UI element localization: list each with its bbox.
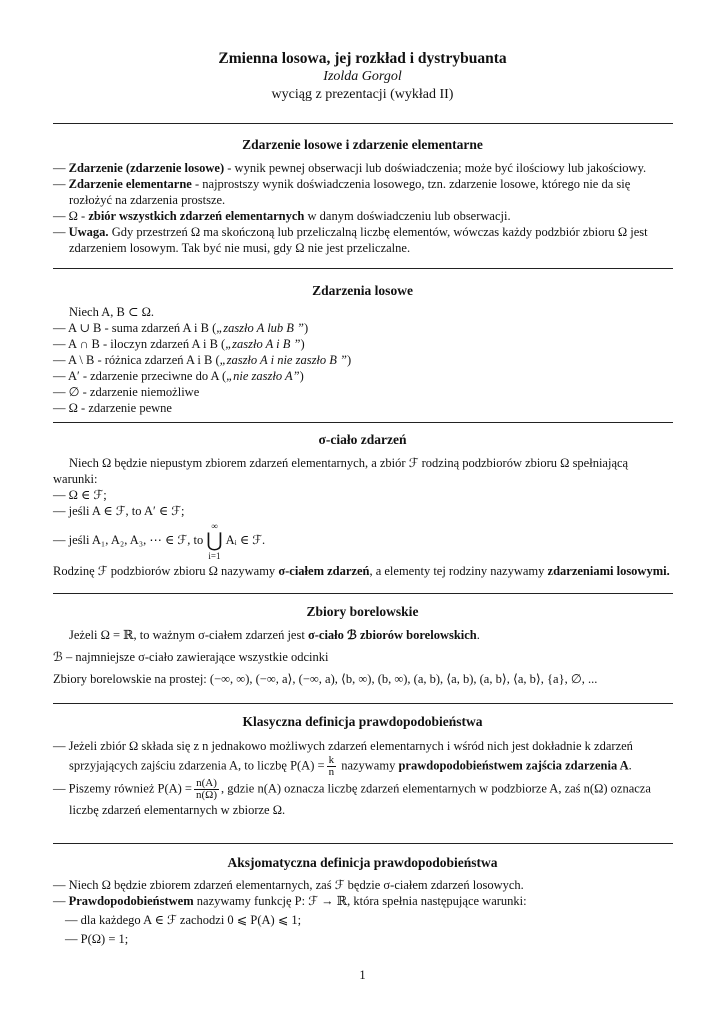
section-body bbox=[53, 627, 673, 687]
list-item: — Prawdopodobieństwem nazywamy funkcję P: ℱ → ℝ, która spełnia następujące warunki: bbox=[53, 894, 527, 908]
section-divider bbox=[53, 268, 673, 269]
union-operator: ∞ ⋃ i=1 bbox=[206, 521, 223, 561]
paragraph: Zbiory borelowskie na prostej: (−∞, ∞), (−∞, a⟩, (−∞, a), ⟨b, ∞), (b, ∞), (a, b), ⟨a, b), (a, b⟩, ⟨a, b⟩, {a}, ∅, ... bbox=[53, 672, 598, 686]
section-body bbox=[53, 877, 673, 947]
section-title: σ-ciało zdarzeń bbox=[318, 432, 407, 447]
paragraph: Niech Ω będzie niepustym zbiorem zdarzeń elementarnych, a zbiór ℱ rodziną podzbiorów zbioru Ω spełniającą warunki: bbox=[53, 456, 629, 486]
paragraph: Rodzinę ℱ podzbiorów zbioru Ω nazywamy σ-ciałem zdarzeń, a elementy tej rodziny nazywamy zdarzeniami losowymi. bbox=[53, 564, 670, 578]
list-item: — Ω - zbiór wszystkich zdarzeń elementarnych w danym doświadczeniu lub obserwacji. bbox=[53, 209, 511, 223]
list-item: — A ∩ B - iloczyn zdarzeń A i B („zaszło A i B ”) bbox=[53, 337, 305, 351]
list-item: — dla każdego A ∈ ℱ zachodzi 0 ⩽ P(A) ⩽ 1; bbox=[65, 913, 302, 927]
section-body bbox=[53, 160, 673, 256]
list-item: — Zdarzenie (zdarzenie losowe) - wynik pewnej obserwacji lub doświadczenia; może być ilościowy lub jakościowy. bbox=[53, 161, 647, 175]
document-subtitle: wyciąg z prezentacji (wykład II) bbox=[271, 87, 454, 102]
section-divider bbox=[53, 123, 673, 124]
section-body bbox=[53, 737, 673, 819]
section-divider bbox=[53, 593, 673, 594]
list-item: — Ω - zdarzenie pewne bbox=[53, 401, 172, 415]
list-item: — jeśli A₁, A₂, A₃, ⋯ ∈ ℱ, to ∞ ⋃ i=1 Aᵢ ∈ ℱ. bbox=[53, 521, 266, 561]
section-divider bbox=[53, 843, 673, 844]
section-divider bbox=[53, 703, 673, 704]
section-divider bbox=[53, 422, 673, 423]
list-item: — Piszemy również P(A) = $\frac{n(A)}{n(\Omega)}$ , gdzie n(A) oznacza liczbę zdarzeń elementarnych w podzbiorze A, zaś n(Ω) oznacza liczbę zdarzeń elementarnych w zbiorze Ω. bbox=[53, 777, 651, 817]
list-item: — A \ B - różnica zdarzeń A i B („zaszło A i nie zaszło B ”) bbox=[53, 353, 352, 367]
list-item: — Niech Ω będzie zbiorem zdarzeń elementarnych, zaś ℱ będzie σ-ciałem zdarzeń losowych. bbox=[53, 878, 524, 892]
list-item: — Uwaga. Gdy przestrzeń Ω ma skończoną lub przeliczalną liczbę elementów, wówczas każdy podzbiór zbioru Ω jest zdarzeniem losowym. Tak być nie musi, gdy Ω nie jest przeliczalne. bbox=[53, 225, 648, 255]
fraction: $\frac{k}{n}$ bbox=[328, 754, 335, 778]
section-body bbox=[53, 455, 673, 579]
section-title: Zdarzenia losowe bbox=[312, 283, 413, 298]
section-body bbox=[53, 304, 673, 416]
list-item: — P(Ω) = 1; bbox=[65, 932, 129, 946]
section-title: Zbiory borelowskie bbox=[306, 604, 419, 619]
list-item: — Jeżeli zbiór Ω składa się z n jednakowo możliwych zdarzeń elementarnych i wśród nich jest dokładnie k zdarzeń sprzyjających zajściu zdarzenia A, to liczbę P(A) = $\frac{k}{n}$ nazywamy prawdopodobieństwem zajścia zdarzenia A. bbox=[53, 739, 633, 778]
fraction: $\frac{n(A)}{n(\Omega)}$ bbox=[195, 777, 217, 801]
section-title: Zdarzenie losowe i zdarzenie elementarne bbox=[242, 137, 483, 152]
section-title: Klasyczna definicja prawdopodobieństwa bbox=[242, 714, 483, 729]
document-title: Zmienna losowa, jej rozkład i dystrybuanta bbox=[218, 50, 507, 67]
list-item: — jeśli A ∈ ℱ, to A′ ∈ ℱ; bbox=[53, 504, 185, 518]
section-title: Aksjomatyczna definicja prawdopodobieństwa bbox=[227, 855, 498, 870]
document-header bbox=[0, 50, 725, 104]
list-item: — Zdarzenie elementarne - najprostszy wynik doświadczenia losowego, tzn. zdarzenie losowe, którego nie da się rozłożyć na zdarzenia prostsze. bbox=[53, 177, 631, 207]
list-item: — A′ - zdarzenie przeciwne do A („nie zaszło A”) bbox=[53, 369, 304, 383]
document-author: Izolda Gorgol bbox=[323, 69, 402, 84]
list-item: — Ω ∈ ℱ; bbox=[53, 488, 107, 502]
paragraph: Jeżeli Ω = ℝ, to ważnym σ-ciałem zdarzeń jest σ-ciało ℬ zbiorów borelowskich. bbox=[69, 628, 480, 642]
paragraph: Niech A, B ⊂ Ω. bbox=[69, 305, 155, 319]
list-item: — ∅ - zdarzenie niemożliwe bbox=[53, 385, 200, 399]
page-number: 1 bbox=[359, 968, 366, 982]
paragraph: ℬ – najmniejsze σ-ciało zawierające wszystkie odcinki bbox=[53, 650, 329, 664]
list-item: — A ∪ B - suma zdarzeń A i B („zaszło A lub B ”) bbox=[53, 321, 309, 335]
